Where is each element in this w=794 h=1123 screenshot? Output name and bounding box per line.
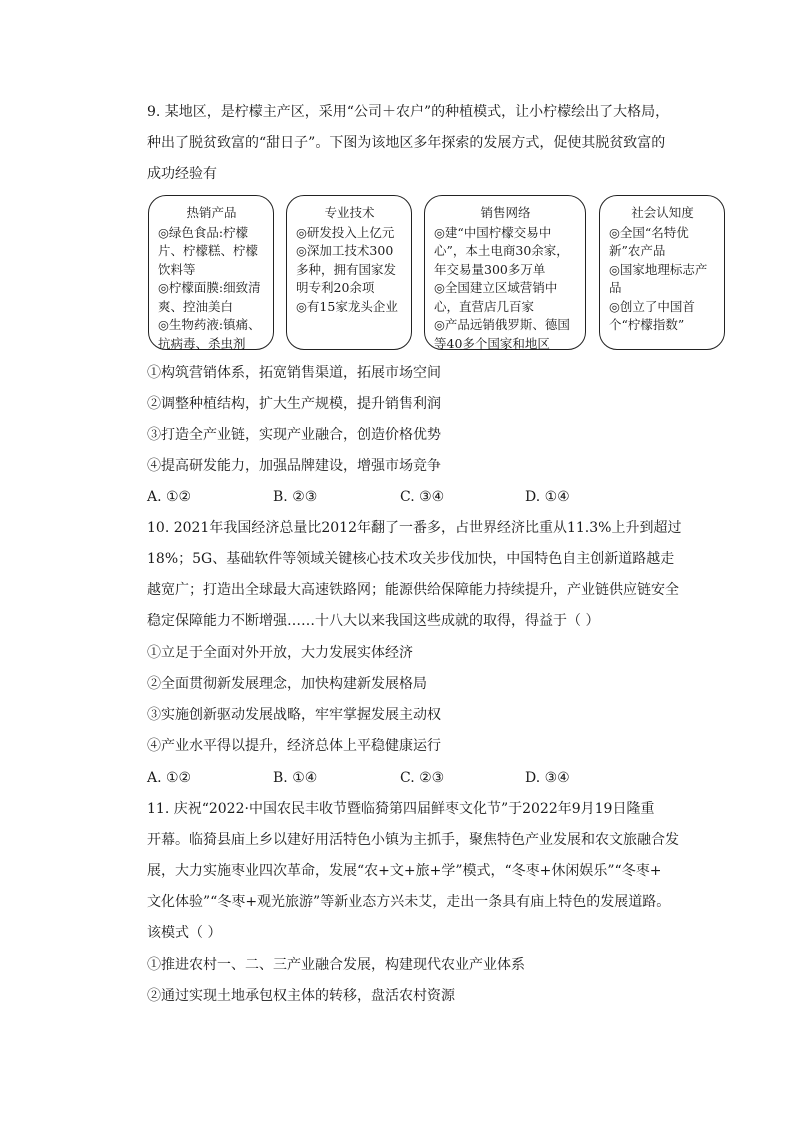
q9-options bbox=[147, 488, 667, 506]
option-d[interactable]: D. ③④ bbox=[525, 770, 570, 786]
box-line: ◎绿色食品:柠檬片、柠檬糕、柠檬饮料等 bbox=[158, 224, 259, 277]
hot-products-box bbox=[148, 195, 274, 350]
option-c[interactable]: C. ②③ bbox=[400, 770, 445, 786]
q9-stem-line-2: 种出了脱贫致富的“甜日子”。下图为该地区多年探索的发展方式，促使其脱贫致富的 bbox=[147, 135, 666, 151]
option-d[interactable]: D. ①④ bbox=[525, 489, 570, 505]
q9-statement-1: ①构筑营销体系，拓宽销售渠道，拓展市场空间 bbox=[147, 365, 441, 381]
q10-options bbox=[147, 769, 667, 787]
box-line: ◎国家地理标志产品 bbox=[609, 261, 708, 295]
q10-statement-2: ②全面贯彻新发展理念，加快构建新发展格局 bbox=[147, 676, 427, 692]
box-line: ◎柠檬面膜:细致清爽、控油美白 bbox=[158, 280, 261, 314]
social-recognition-box bbox=[599, 195, 725, 350]
option-a[interactable]: A. ①② bbox=[147, 770, 192, 786]
sales-network-box bbox=[424, 195, 586, 350]
box-line: ◎研发投入上亿元 bbox=[296, 224, 395, 240]
q9-stem-line-1: 9. 某地区，是柠檬主产区，采用“公司＋农户”的种植模式，让小柠檬绘出了大格局， bbox=[147, 104, 670, 120]
box-line: ◎深加工技术300多种，拥有国家发明专利20余项 bbox=[296, 243, 397, 295]
q9-statement-4: ④提高研发能力，加强品牌建设，增强市场竞争 bbox=[147, 458, 441, 474]
option-a[interactable]: A. ①② bbox=[147, 489, 192, 505]
q11-statement-1: ①推进农村一、二、三产业融合发展，构建现代农业产业体系 bbox=[147, 957, 525, 973]
box-line: ◎创立了中国首个“柠檬指数” bbox=[609, 298, 695, 332]
q10-stem-line-2: 18%；5G、基础软件等领域关键核心技术攻关步伐加快，中国特色自主创新道路越走 bbox=[147, 551, 675, 567]
q11-stem-line-2: 开幕。临猗县庙上乡以建好用活特色小镇为主抓手，聚焦特色产业发展和农文旅融合发 bbox=[147, 832, 679, 848]
box-line: ◎建“中国柠檬交易中心”，本土电商30余家，年交易量300多万单 bbox=[434, 224, 569, 277]
box-title: 专业技术 bbox=[324, 205, 375, 220]
q10-stem-line-1: 10. 2021年我国经济总量比2012年翻了一番多，占世界经济比重从11.3%上升到超过 bbox=[147, 520, 682, 536]
box-line: ◎产品远销俄罗斯、德国等40多个国家和地区 bbox=[434, 317, 570, 351]
q10-statement-4: ④产业水平得以提升，经济总体上平稳健康运行 bbox=[147, 738, 441, 754]
q10-stem-line-3: 越宽广；打造出全球最大高速铁路网；能源供给保障能力持续提升，产业链供应链安全 bbox=[147, 582, 679, 598]
box-line: ◎全国建立区域营销中心，直营店几百家 bbox=[434, 280, 558, 314]
box-line: ◎生物药液:镇痛、抗病毒、杀虫剂 bbox=[158, 317, 261, 351]
q10-stem-line-4: 稳定保障能力不断增强……十八大以来我国这些成就的取得，得益于（ ） bbox=[147, 613, 600, 629]
q11-statement-2: ②通过实现土地承包权主体的转移，盘活农村资源 bbox=[147, 988, 455, 1004]
box-line: ◎有15家龙头企业 bbox=[296, 298, 398, 314]
box-title: 社会认知度 bbox=[631, 205, 694, 220]
q11-stem-line-3: 展，大力实施枣业四次革命，发展“农+文+旅+学”模式，“冬枣+休闲娱乐”“冬枣+ bbox=[147, 863, 662, 879]
q11-stem-line-4: 文化体验”“冬枣+观光旅游”等新业态方兴未艾，走出一条具有庙上特色的发展道路。 bbox=[147, 894, 671, 910]
professional-tech-box bbox=[286, 195, 412, 350]
box-title: 热销产品 bbox=[186, 205, 237, 220]
q9-statement-3: ③打造全产业链，实现产业融合，创造价格优势 bbox=[147, 427, 441, 443]
box-title: 销售网络 bbox=[480, 205, 531, 220]
q9-statement-2: ②调整种植结构，扩大生产规模，提升销售利润 bbox=[147, 396, 441, 412]
option-b[interactable]: B. ①④ bbox=[273, 770, 318, 786]
box-line: ◎全国“名特优新”农产品 bbox=[609, 224, 689, 258]
option-b[interactable]: B. ②③ bbox=[273, 489, 318, 505]
q10-statement-3: ③实施创新驱动发展战略，牢牢掌握发展主动权 bbox=[147, 707, 441, 723]
q11-stem-line-5: 该模式（ ） bbox=[147, 925, 222, 941]
q10-statement-1: ①立足于全面对外开放，大力发展实体经济 bbox=[147, 645, 413, 661]
q9-stem-line-3: 成功经验有 bbox=[147, 166, 217, 182]
option-c[interactable]: C. ③④ bbox=[400, 489, 445, 505]
q11-stem-line-1: 11. 庆祝“2022·中国农民丰收节暨临猗第四届鲜枣文化节”于2022年9月19日隆重 bbox=[147, 801, 655, 817]
